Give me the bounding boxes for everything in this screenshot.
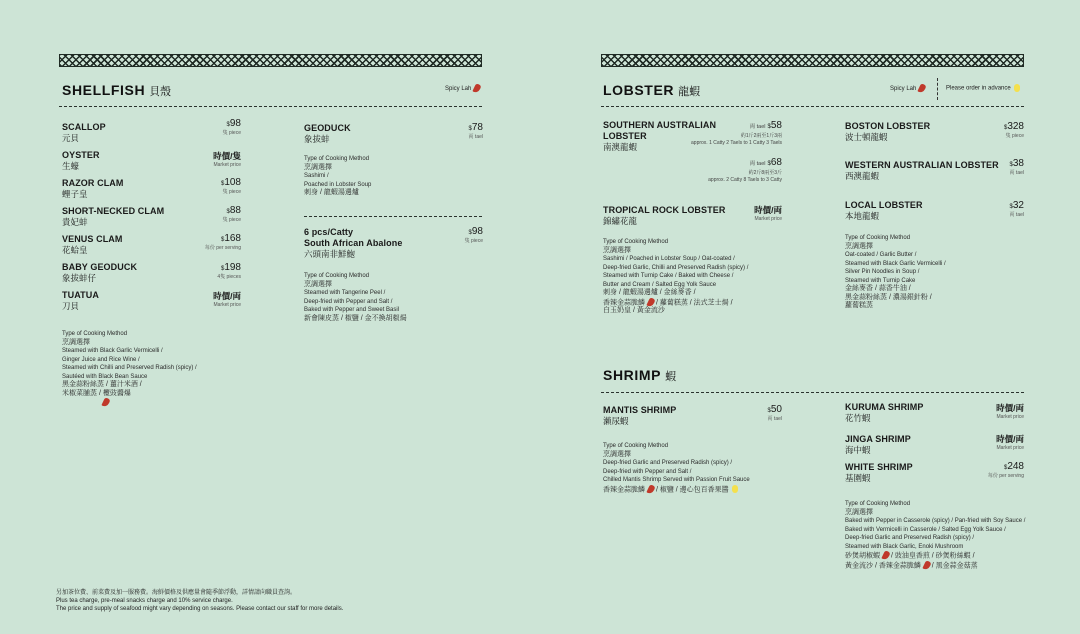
- price-unit: 両 tael: [1009, 212, 1024, 218]
- lobster-title-zh: 龍蝦: [678, 86, 701, 98]
- price-unit: 隻 piece: [222, 189, 241, 195]
- cooking-line: Steamed with Black Garlic Vermicelli /: [845, 260, 946, 267]
- price-value: 98: [229, 118, 241, 129]
- menu-item-tuatua: [62, 290, 99, 312]
- cooking-line: Steamed with Black Garlic, Enoki Mushroom: [845, 543, 964, 550]
- price-unit: 每份 per serving: [987, 473, 1024, 479]
- cooking-methods-tropical: [603, 238, 783, 316]
- pattern-band-left: [59, 54, 482, 67]
- cooking-methods-abalone: [304, 272, 479, 323]
- legend-separator: [937, 78, 938, 100]
- item-name: WESTERN AUSTRALIAN LOBSTER: [845, 160, 999, 170]
- spicy-legend: [445, 84, 480, 93]
- footer-en1: Plus tea charge, pre-meal snacks charge and 10% service charge.: [56, 598, 233, 604]
- cooking-line-zh: 刺身 / 龍蝦湯邊爐 / 金絲麥香 /: [603, 289, 696, 296]
- menu-item-boston-lobster: [845, 121, 930, 143]
- cooking-heading: Type of Cooking Method: [845, 235, 911, 241]
- item-name-zh: 元貝: [62, 133, 80, 143]
- price-baby-geoduck: $198 4隻 pieces: [190, 262, 241, 281]
- cooking-line: Deep-fried with Pepper and Salt /: [603, 468, 692, 475]
- price-unit: Market price: [754, 216, 782, 222]
- chili-icon: [922, 560, 931, 571]
- item-name: TROPICAL ROCK LOBSTER: [603, 205, 726, 215]
- chili-icon: [646, 484, 655, 495]
- divider: [304, 216, 482, 217]
- item-name-zh: 花蛤皇: [62, 245, 88, 255]
- divider: [601, 106, 1024, 107]
- price-value: 50: [770, 404, 782, 415]
- item-name-zh: 瀨尿蝦: [603, 416, 629, 426]
- price-unit: 両 tael: [767, 416, 782, 422]
- menu-item-kuruma-shrimp: [845, 402, 923, 424]
- price-unit: 両 tael: [468, 134, 483, 140]
- item-name: WHITE SHRIMP: [845, 462, 913, 472]
- price-abalone: $98 隻 piece: [445, 226, 483, 245]
- cooking-line-zh: 砂煲胡椒蝦: [845, 552, 880, 560]
- item-name: LOBSTER: [603, 131, 647, 141]
- menu-item-jinga-shrimp: [845, 434, 911, 456]
- cooking-line: Baked with Vermicelli in Casserole / Salted Egg Yolk Sauce /: [845, 526, 1006, 533]
- chili-icon: [473, 83, 482, 94]
- price-tuatua: [180, 290, 241, 309]
- cooking-line: Chilled Mantis Shrimp Served with Passion Fruit Sauce: [603, 477, 750, 483]
- cooking-heading: Type of Cooking Method: [603, 443, 669, 449]
- item-name: OYSTER: [62, 150, 100, 160]
- menu-item-mantis-shrimp: [603, 405, 676, 427]
- cooking-line-zh: 白玉奶皇 / 黃金流沙: [603, 307, 665, 315]
- lemon-icon: [732, 485, 738, 493]
- item-name-zh: 錦繡花龍: [603, 216, 638, 226]
- cooking-line: Poached in Lobster Soup: [304, 181, 372, 188]
- cooking-line: Deep-fried with Pepper and Salt /: [304, 298, 393, 305]
- price-kuruma: [962, 402, 1024, 421]
- price-unit: 隻 piece: [1005, 133, 1024, 139]
- chili-icon: [101, 397, 110, 408]
- cooking-heading-zh: 烹調選擇: [304, 280, 332, 288]
- item-name-zh: 西澳龍蝦: [845, 171, 880, 181]
- price-value: 78: [471, 122, 483, 133]
- cooking-heading-zh: 烹調選擇: [603, 246, 631, 254]
- cooking-line: Steamed with Tangerine Peel /: [304, 290, 386, 296]
- cooking-line: Sashimi /: [304, 173, 329, 179]
- price-local: $32 両 tael: [985, 200, 1024, 219]
- lemon-icon: [1014, 84, 1020, 92]
- menu-item-western-australian-lobster: [845, 160, 999, 182]
- divider: [601, 392, 1024, 393]
- section-title-shellfish: [62, 82, 171, 99]
- menu-item-baby-geoduck: [62, 262, 137, 284]
- cooking-line: Baked with Pepper and Sweet Basil: [304, 307, 400, 313]
- price-unit: 隻 piece: [464, 238, 483, 244]
- item-name-zh: 波士頓龍蝦: [845, 132, 888, 142]
- price-value: 88: [229, 205, 241, 216]
- cooking-line-zh: / 椒鹽 / 邊心包百香果醬: [655, 485, 729, 493]
- price-short-necked-clam: $88 隻 piece: [200, 205, 241, 224]
- cooking-methods-shellfish: [62, 330, 237, 398]
- cooking-line: Steamed with Turnip Cake / Baked with Cheese /: [603, 273, 734, 279]
- item-name-zh: 貴妃蚌: [62, 217, 88, 227]
- price-jinga: [962, 433, 1024, 452]
- shellfish-title-zh: 貝殼: [149, 86, 172, 98]
- menu-item-local-lobster: [845, 200, 923, 222]
- shrimp-title: SHRIMP: [603, 367, 662, 383]
- item-name-zh: 花竹蝦: [845, 413, 871, 423]
- price-mantis: $50 両 tael: [745, 404, 782, 423]
- item-name-zh: 海中蝦: [845, 445, 871, 455]
- price-value: 時價/隻: [213, 151, 241, 161]
- cooking-line: Ginger Juice and Rice Wine /: [62, 356, 140, 363]
- cooking-line: Butter and Cream / Salted Egg Yolk Sauce: [603, 281, 717, 288]
- footer-zh: 另加茶位費、前菜費及加一服務費。海鮮價格及供應量會隨季節浮動，詳情請向職員查詢。: [56, 590, 297, 596]
- item-name-zh: 象拔蚌: [304, 134, 330, 144]
- item-name: JINGA SHRIMP: [845, 434, 911, 444]
- cooking-line-zh: / 黑金蒜金菇蒸: [931, 562, 978, 570]
- price-unit: 両 tael: [749, 161, 766, 167]
- item-name: SOUTHERN AUSTRALIAN: [603, 120, 717, 130]
- price-unit: Market price: [213, 302, 241, 308]
- price-note-zh: 約1斤2兩至1斤3兩: [740, 133, 782, 139]
- price-value: 248: [1007, 461, 1024, 472]
- cooking-line: Deep-fried Garlic, Chilli and Preserved Radish (spicy) /: [603, 264, 749, 271]
- cooking-line: Sautéed with Black Bean Sauce: [62, 373, 148, 380]
- cooking-line: Deep-fried Garlic and Preserved Radish (spicy) /: [603, 460, 733, 466]
- item-name-zh: 本地龍蝦: [845, 211, 880, 221]
- spicy-label: Spicy Lah: [890, 86, 917, 93]
- section-title-lobster: [603, 82, 700, 99]
- price-southern-1: 両 tael $58 約1斤2兩至1斤3兩 approx. 1 Catty 2 Taels to 1 Catty 3 Taels: [650, 120, 782, 147]
- price-unit: 両 tael: [749, 124, 766, 130]
- cooking-line-zh: 蘿蔔糕蒸: [845, 302, 873, 309]
- cooking-line-zh: 黑金蒜粉絲蒸 / 濃湯銀針粉 /: [845, 293, 932, 301]
- footer-en2: The price and supply of seafood might vary depending on seasons. Please contact our staff for more details.: [56, 606, 344, 612]
- menu-item-venus-clam: [62, 234, 123, 256]
- cooking-line: Sashimi / Poached in Lobster Soup / Oat-coated /: [603, 256, 735, 262]
- price-western: $38 両 tael: [985, 158, 1024, 177]
- item-name: LOCAL LOBSTER: [845, 200, 923, 210]
- item-name: 6 pcs/Catty: [304, 227, 354, 237]
- cooking-heading-zh: 烹調選擇: [603, 450, 631, 458]
- cooking-methods-geoduck: [304, 155, 474, 198]
- lobster-title: LOBSTER: [603, 82, 675, 98]
- price-note-zh: 約2斤8兩至3斤: [748, 170, 782, 176]
- advance-label: Please order in advance: [946, 85, 1011, 92]
- advance-legend: [946, 84, 1020, 92]
- price-note: approx. 2 Catty 8 Taels to 3 Catty: [708, 177, 782, 183]
- price-venus-clam: $168 每份 per serving: [180, 233, 241, 252]
- cooking-heading-zh: 烹調選擇: [62, 338, 90, 346]
- price-unit: Market price: [996, 414, 1024, 420]
- item-name-zh: 象拔蚌仔: [62, 273, 97, 283]
- price-scallop: $98 隻 piece: [200, 118, 241, 137]
- cooking-line-zh: 香辣金蒜脆鱗: [603, 298, 645, 306]
- price-value: 32: [1012, 200, 1024, 211]
- cooking-line-zh: 黑金蒜粉絲蒸 / 薑汁米酒 /: [62, 381, 142, 388]
- item-name: BABY GEODUCK: [62, 262, 138, 272]
- cooking-line: Steamed with Chilli and Preserved Radish (spicy) /: [62, 365, 197, 371]
- cooking-heading: Type of Cooking Method: [603, 239, 669, 245]
- price-white: $248 每份 per serving: [962, 461, 1024, 480]
- section-title-shrimp: [603, 367, 676, 384]
- item-name-zh: 南澳龍蝦: [603, 142, 638, 152]
- spicy-label: Spicy Lah: [445, 86, 472, 93]
- footer-notes: [56, 589, 343, 613]
- price-value: 68: [770, 157, 782, 168]
- shrimp-title-zh: 蝦: [665, 371, 677, 383]
- cooking-line-zh: 刺身 / 龍蝦湯邊爐: [304, 189, 359, 196]
- item-name-zh: 生蠔: [62, 161, 80, 171]
- cooking-line: Steamed with Black Garlic Vermicelli /: [62, 348, 163, 354]
- menu-item-razor-clam: [62, 178, 124, 200]
- price-tropical: [720, 204, 782, 223]
- shellfish-title: SHELLFISH: [62, 82, 146, 98]
- price-value: 時價/両: [754, 205, 782, 215]
- cooking-methods-lobster: [845, 234, 1020, 311]
- cooking-line-zh: 黃金流沙 / 香辣金蒜脆鱗: [845, 562, 921, 570]
- divider: [59, 106, 482, 107]
- price-razor-clam: $108 隻 piece: [200, 177, 241, 196]
- price-geoduck: $78 両 tael: [445, 122, 483, 141]
- price-value: 38: [1012, 158, 1024, 169]
- price-value: 時價/両: [996, 434, 1024, 444]
- price-unit: Market price: [996, 445, 1024, 451]
- cooking-line: Deep-fried Garlic and Preserved Radish (spicy) /: [845, 535, 975, 541]
- price-value: 98: [471, 226, 483, 237]
- price-value: 168: [224, 233, 241, 244]
- price-value: 328: [1007, 121, 1024, 132]
- cooking-line: Oat-coated / Garlic Butter /: [845, 252, 917, 258]
- price-value: 108: [224, 177, 241, 188]
- item-name: SHORT-NECKED CLAM: [62, 206, 165, 216]
- cooking-line-zh: 香辣金蒜脆鱗: [603, 485, 645, 493]
- menu-item-geoduck: [304, 123, 351, 145]
- cooking-heading-zh: 烹調選擇: [845, 242, 873, 250]
- price-oyster: [180, 150, 241, 169]
- price-value: 58: [770, 120, 782, 131]
- menu-item-short-necked-clam: [62, 206, 164, 228]
- cooking-methods-shrimp: [845, 500, 1035, 571]
- price-unit: 隻 piece: [222, 130, 241, 136]
- spicy-legend: [890, 84, 925, 93]
- cooking-line-zh: / 蘿蔔糕蒸 / 法式芝士焗 /: [655, 298, 733, 306]
- cooking-line-zh: 金絲麥香 / 蒜香牛油 /: [845, 285, 911, 292]
- cooking-heading-zh: 烹調選擇: [304, 163, 332, 171]
- menu-item-oyster: [62, 150, 100, 172]
- item-name: MANTIS SHRIMP: [603, 405, 677, 415]
- price-value: 198: [224, 262, 241, 273]
- cooking-line: Steamed with Turnip Cake: [845, 277, 916, 284]
- cooking-line-zh: / 豉油皇香煎 / 砂煲粉絲蝦 /: [890, 552, 975, 560]
- item-name: TUATUA: [62, 290, 99, 300]
- price-value: 時價/両: [213, 291, 241, 301]
- item-name: BOSTON LOBSTER: [845, 121, 931, 131]
- price-value: 時價/両: [996, 403, 1024, 413]
- menu-item-abalone: [304, 227, 402, 260]
- cooking-line-zh: 米椒菜脯蒸 / 欖豉醬爆: [62, 389, 131, 397]
- price-unit: 每份 per serving: [204, 245, 241, 251]
- price-unit: 両 tael: [1009, 170, 1024, 176]
- item-name-zh: 刀貝: [62, 301, 80, 311]
- cooking-heading: Type of Cooking Method: [304, 156, 370, 162]
- cooking-heading: Type of Cooking Method: [304, 273, 370, 279]
- chili-icon: [881, 550, 890, 561]
- pattern-band-right: [601, 54, 1024, 67]
- menu-item-white-shrimp: [845, 462, 913, 484]
- chili-icon: [918, 83, 927, 94]
- item-name: RAZOR CLAM: [62, 178, 124, 188]
- cooking-methods-mantis: [603, 442, 803, 494]
- price-boston: $328 隻 piece: [980, 121, 1024, 140]
- item-name: KURUMA SHRIMP: [845, 402, 924, 412]
- cooking-line: Silver Pin Noodles in Soup /: [845, 269, 920, 275]
- cooking-heading-zh: 烹調選擇: [845, 508, 873, 516]
- menu-item-scallop: [62, 122, 106, 144]
- price-unit: Market price: [213, 162, 241, 168]
- item-name: GEODUCK: [304, 123, 351, 133]
- item-name-zh: 蟶子皇: [62, 189, 88, 199]
- cooking-heading: Type of Cooking Method: [62, 331, 128, 337]
- item-name: SCALLOP: [62, 122, 106, 132]
- price-note: approx. 1 Catty 2 Taels to 1 Catty 3 Taels: [691, 140, 782, 146]
- item-name-zh: 六頭南非鮮鮑: [304, 249, 356, 259]
- chili-icon: [646, 297, 655, 308]
- price-unit: 隻 piece: [222, 217, 241, 223]
- item-name-zh: 基圍蝦: [845, 473, 871, 483]
- menu-item-tropical-rock-lobster: [603, 205, 725, 227]
- price-unit: 4隻 pieces: [217, 274, 241, 280]
- price-southern-2: 両 tael $68 約2斤8兩至3斤 approx. 2 Catty 8 Taels to 3 Catty: [650, 157, 782, 184]
- item-name: VENUS CLAM: [62, 234, 123, 244]
- item-name: South African Abalone: [304, 238, 403, 248]
- cooking-line: Baked with Pepper in Casserole (spicy) / Pan-fried with Soy Sauce /: [845, 518, 1026, 524]
- cooking-heading: Type of Cooking Method: [845, 501, 911, 507]
- cooking-line-zh: 新會陳皮蒸 / 椒鹽 / 金不換胡椒焗: [304, 314, 407, 322]
